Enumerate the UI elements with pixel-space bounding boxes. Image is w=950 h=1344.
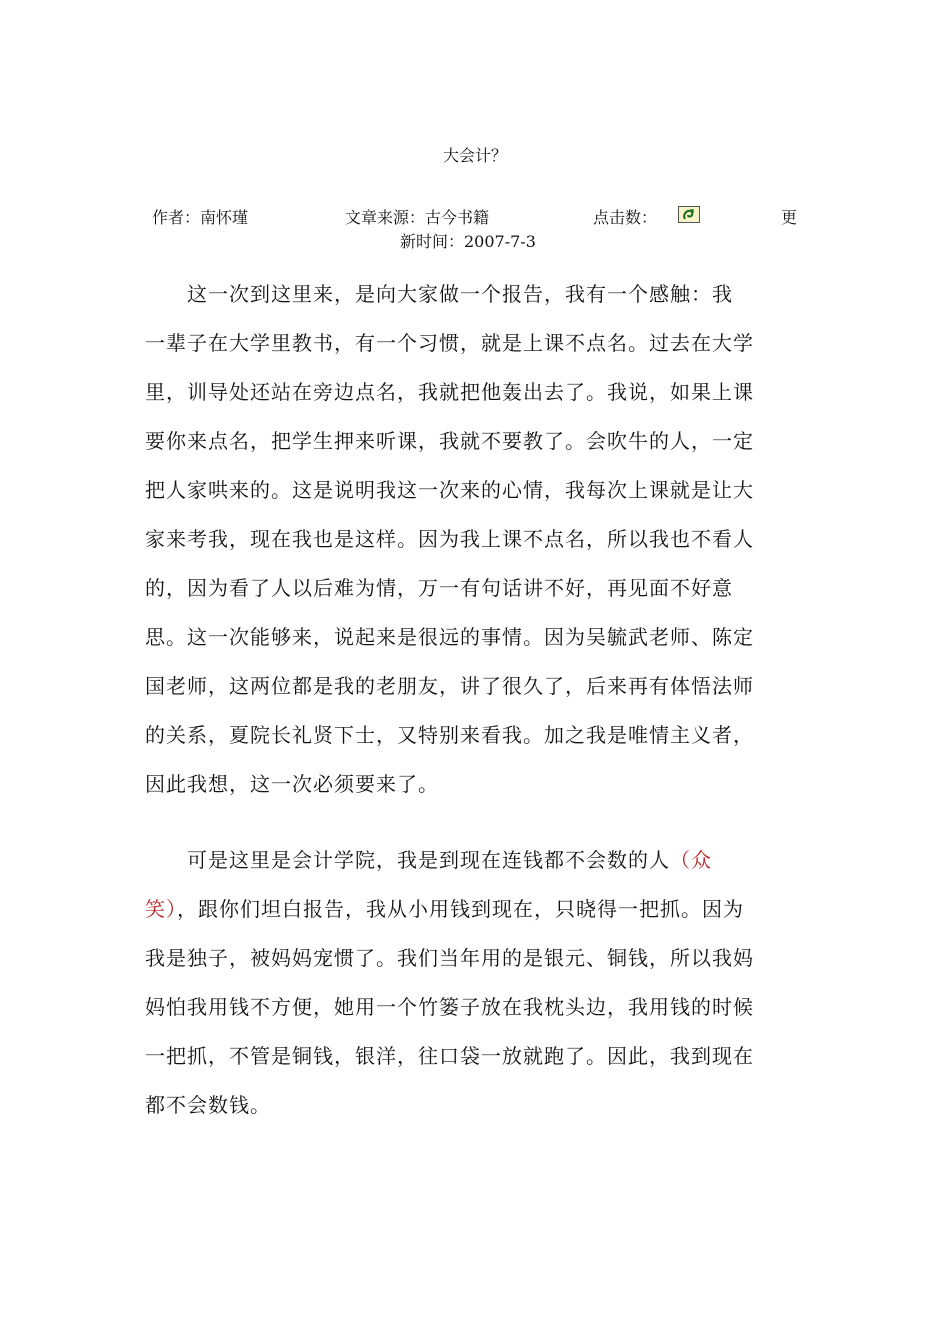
audience-reaction-note: （众	[670, 848, 712, 872]
body-paragraph-1	[145, 270, 805, 809]
paragraph-text: 可是这里是会计学院，我是到现在连钱都不会数的人	[145, 848, 670, 872]
paragraph-line: 一把抓，不管是铜钱，银洋，往口袋一放就跑了。因此，我到现在	[145, 1044, 754, 1068]
clicks-label: 点击数：	[593, 208, 658, 227]
paragraph-line: 都不会数钱。	[145, 1093, 271, 1117]
paragraph-line: 妈怕我用钱不方便，她用一个竹篓子放在我枕头边，我用钱的时候	[145, 995, 754, 1019]
article-title: 大会计？	[442, 146, 507, 165]
paragraph-line: 里，训导处还站在旁边点名，我就把他轰出去了。我说，如果上课	[145, 380, 754, 404]
paragraph-line: 我是独子，被妈妈宠惯了。我们当年用的是银元、铜钱，所以我妈	[145, 946, 754, 970]
body-paragraph-2	[145, 836, 805, 1130]
paragraph-line: 因此我想，这一次必须要来了。	[145, 772, 439, 796]
paragraph-line: 的关系，夏院长礼贤下士，又特别来看我。加之我是唯情主义者，	[145, 723, 754, 747]
paragraph-line: 国老师，这两位都是我的老朋友，讲了很久了，后来再有体悟法师	[145, 674, 754, 698]
paragraph-line: 要你来点名，把学生押来听课，我就不要教了。会吹牛的人，一定	[145, 429, 754, 453]
paragraph-line: 这一次到这里来，是向大家做一个报告，我有一个感触：我	[145, 282, 733, 306]
author-info: 作者：南怀瑾	[152, 208, 249, 227]
update-time: 新时间：2007-7-3	[400, 232, 536, 251]
update-time-prefix: 更	[781, 208, 798, 227]
paragraph-line: 思。这一次能够来，说起来是很远的事情。因为吴毓武老师、陈定	[145, 625, 754, 649]
paragraph-line	[145, 836, 805, 885]
audience-reaction-note: 笑）	[145, 897, 177, 921]
paragraph-line: 的，因为看了人以后难为情，万一有句话讲不好，再见面不好意	[145, 576, 733, 600]
counter-image-icon	[678, 206, 700, 223]
paragraph-text: ，跟你们坦白报告，我从小用钱到现在，只晓得一把抓。因为	[177, 897, 744, 921]
source-info: 文章来源：古今书籍	[345, 208, 490, 227]
paragraph-line: 把人家哄来的。这是说明我这一次来的心情，我每次上课就是让大	[145, 478, 754, 502]
paragraph-line: 家来考我，现在我也是这样。因为我上课不点名，所以我也不看人	[145, 527, 754, 551]
paragraph-line: 一辈子在大学里教书，有一个习惯，就是上课不点名。过去在大学	[145, 331, 754, 355]
paragraph-line	[145, 885, 805, 934]
